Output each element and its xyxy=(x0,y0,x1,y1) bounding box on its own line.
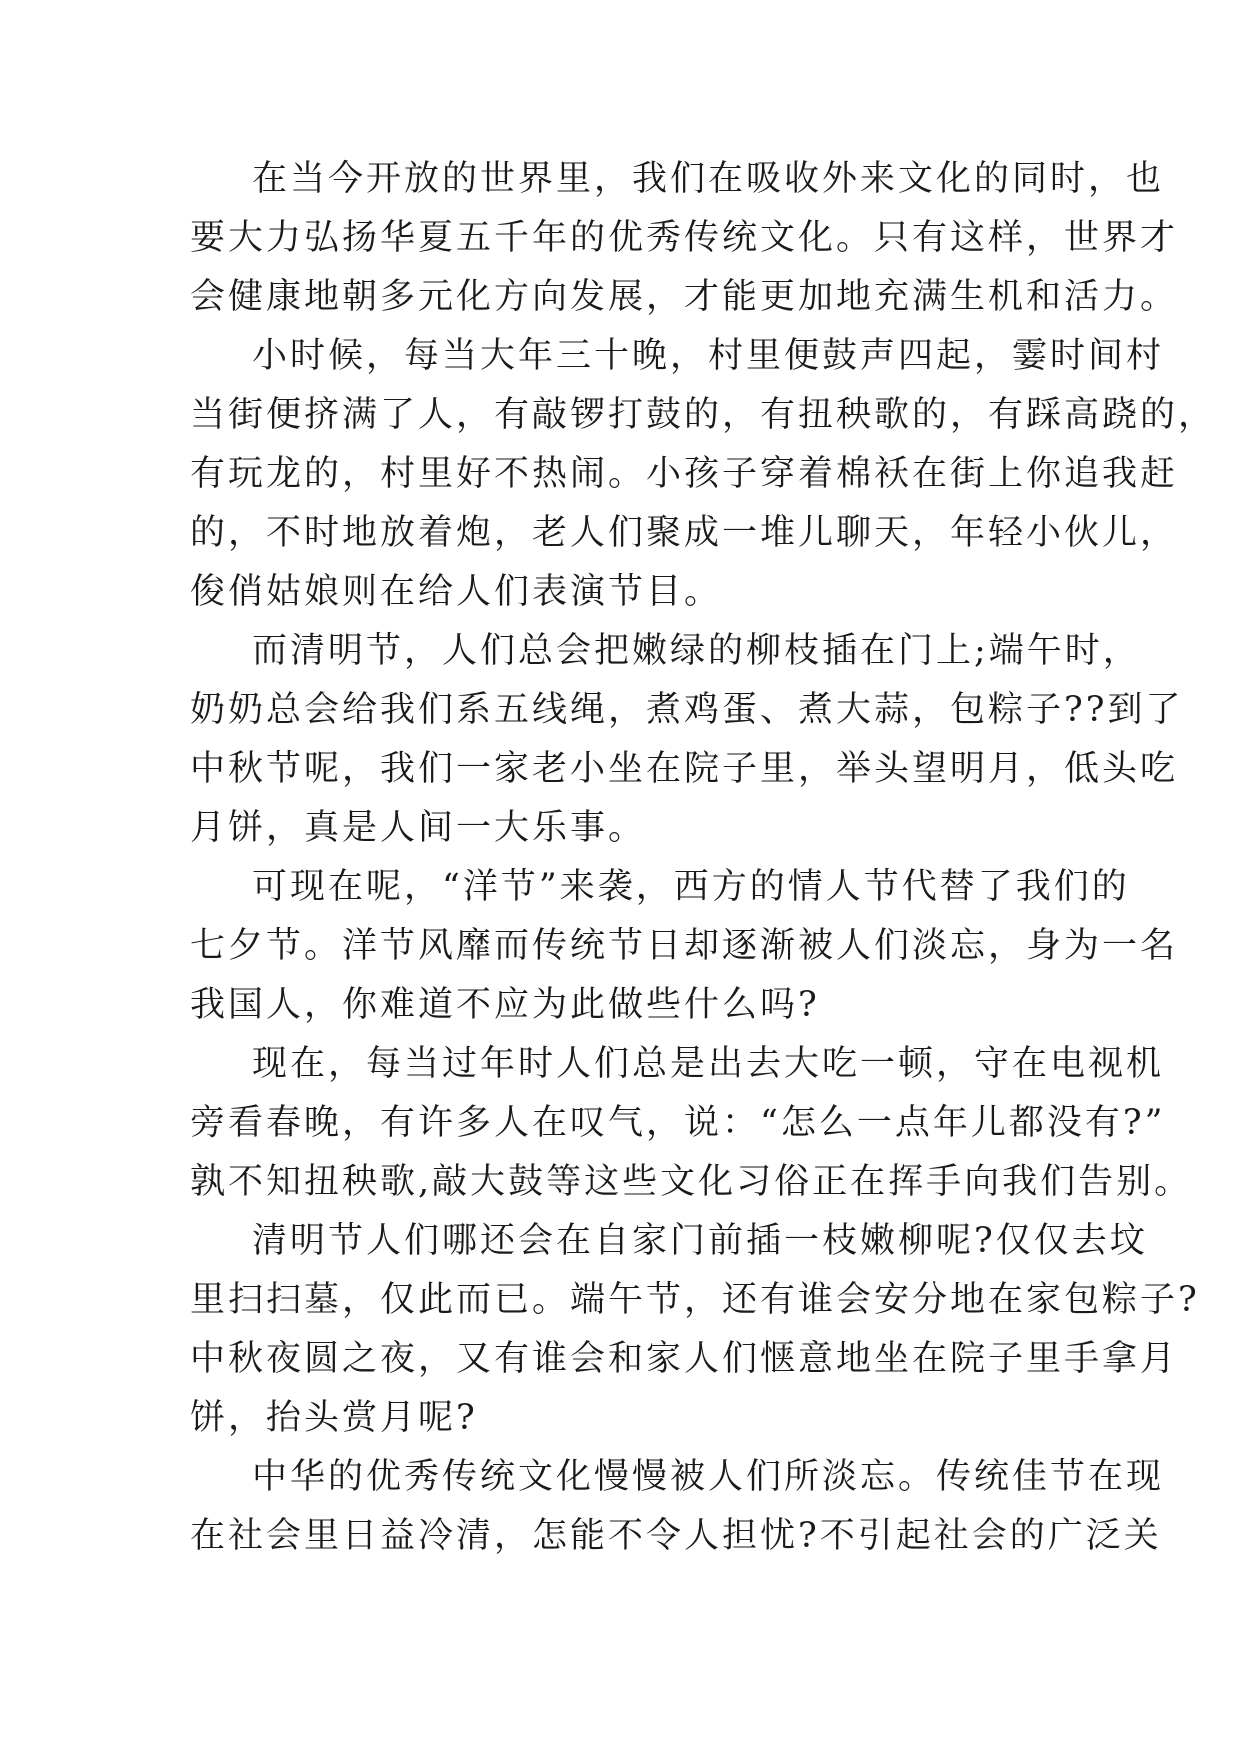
paragraph-line: 在社会里日益冷清，怎能不令人担忧?不引起社会的广泛关 xyxy=(190,1516,1162,1556)
paragraph-line: 要大力弘扬华夏五千年的优秀传统文化。只有这样，世界才 xyxy=(190,218,1179,258)
paragraph-line: 现在，每当过年时人们总是出去大吃一顿，守在电视机 xyxy=(252,1044,1165,1084)
paragraph-line: 清明节人们哪还会在自家门前插一枝嫩柳呢?仅仅去坟 xyxy=(252,1221,1148,1261)
paragraph-line: 旁看春晚，有许多人在叹气，说：“怎么一点年儿都没有?” xyxy=(190,1103,1166,1143)
paragraph-line: 可现在呢，“洋节”来袭，西方的情人节代替了我们的 xyxy=(252,867,1130,907)
paragraph-line: 里扫扫墓，仅此而已。端午节，还有谁会安分地在家包粽子? xyxy=(190,1280,1200,1320)
paragraph-line: 俊俏姑娘则在给人们表演节目。 xyxy=(190,572,723,612)
paragraph-line: 而清明节，人们总会把嫩绿的柳枝插在门上;端午时， xyxy=(252,631,1141,671)
paragraph-line: 小时候，每当大年三十晚，村里便鼓声四起，霎时间村 xyxy=(252,336,1165,376)
paragraph-line: 我国人，你难道不应为此做些什么吗? xyxy=(190,985,820,1025)
paragraph-line: 孰不知扭秧歌,敲大鼓等这些文化习俗正在挥手向我们告别。 xyxy=(190,1162,1193,1202)
paragraph-line: 奶奶总会给我们系五线绳，煮鸡蛋、煮大蒜，包粽子??到了 xyxy=(190,690,1184,730)
paragraph-line: 饼，抬头赏月呢? xyxy=(190,1398,478,1438)
paragraph-line: 中华的优秀传统文化慢慢被人们所淡忘。传统佳节在现 xyxy=(252,1457,1165,1497)
paragraph-line: 月饼，真是人间一大乐事。 xyxy=(190,808,647,848)
paragraph-line: 中秋夜圆之夜，又有谁会和家人们惬意地坐在院子里手拿月 xyxy=(190,1339,1179,1379)
paragraph-line: 有玩龙的，村里好不热闹。小孩子穿着棉袄在街上你追我赶 xyxy=(190,454,1179,494)
article-body xyxy=(190,150,1217,1566)
paragraph-line: 的，不时地放着炮，老人们聚成一堆儿聊天，年轻小伙儿， xyxy=(190,513,1179,553)
paragraph-line: 会健康地朝多元化方向发展，才能更加地充满生机和活力。 xyxy=(190,277,1179,317)
paragraph-line: 中秋节呢，我们一家老小坐在院子里，举头望明月，低头吃 xyxy=(190,749,1179,789)
paragraph-line: 当街便挤满了人，有敲锣打鼓的，有扭秧歌的，有踩高跷的， xyxy=(190,395,1217,435)
paragraph-line: 在当今开放的世界里，我们在吸收外来文化的同时，也 xyxy=(252,159,1165,199)
paragraph-line: 七夕节。洋节风靡而传统节日却逐渐被人们淡忘，身为一名 xyxy=(190,926,1179,966)
